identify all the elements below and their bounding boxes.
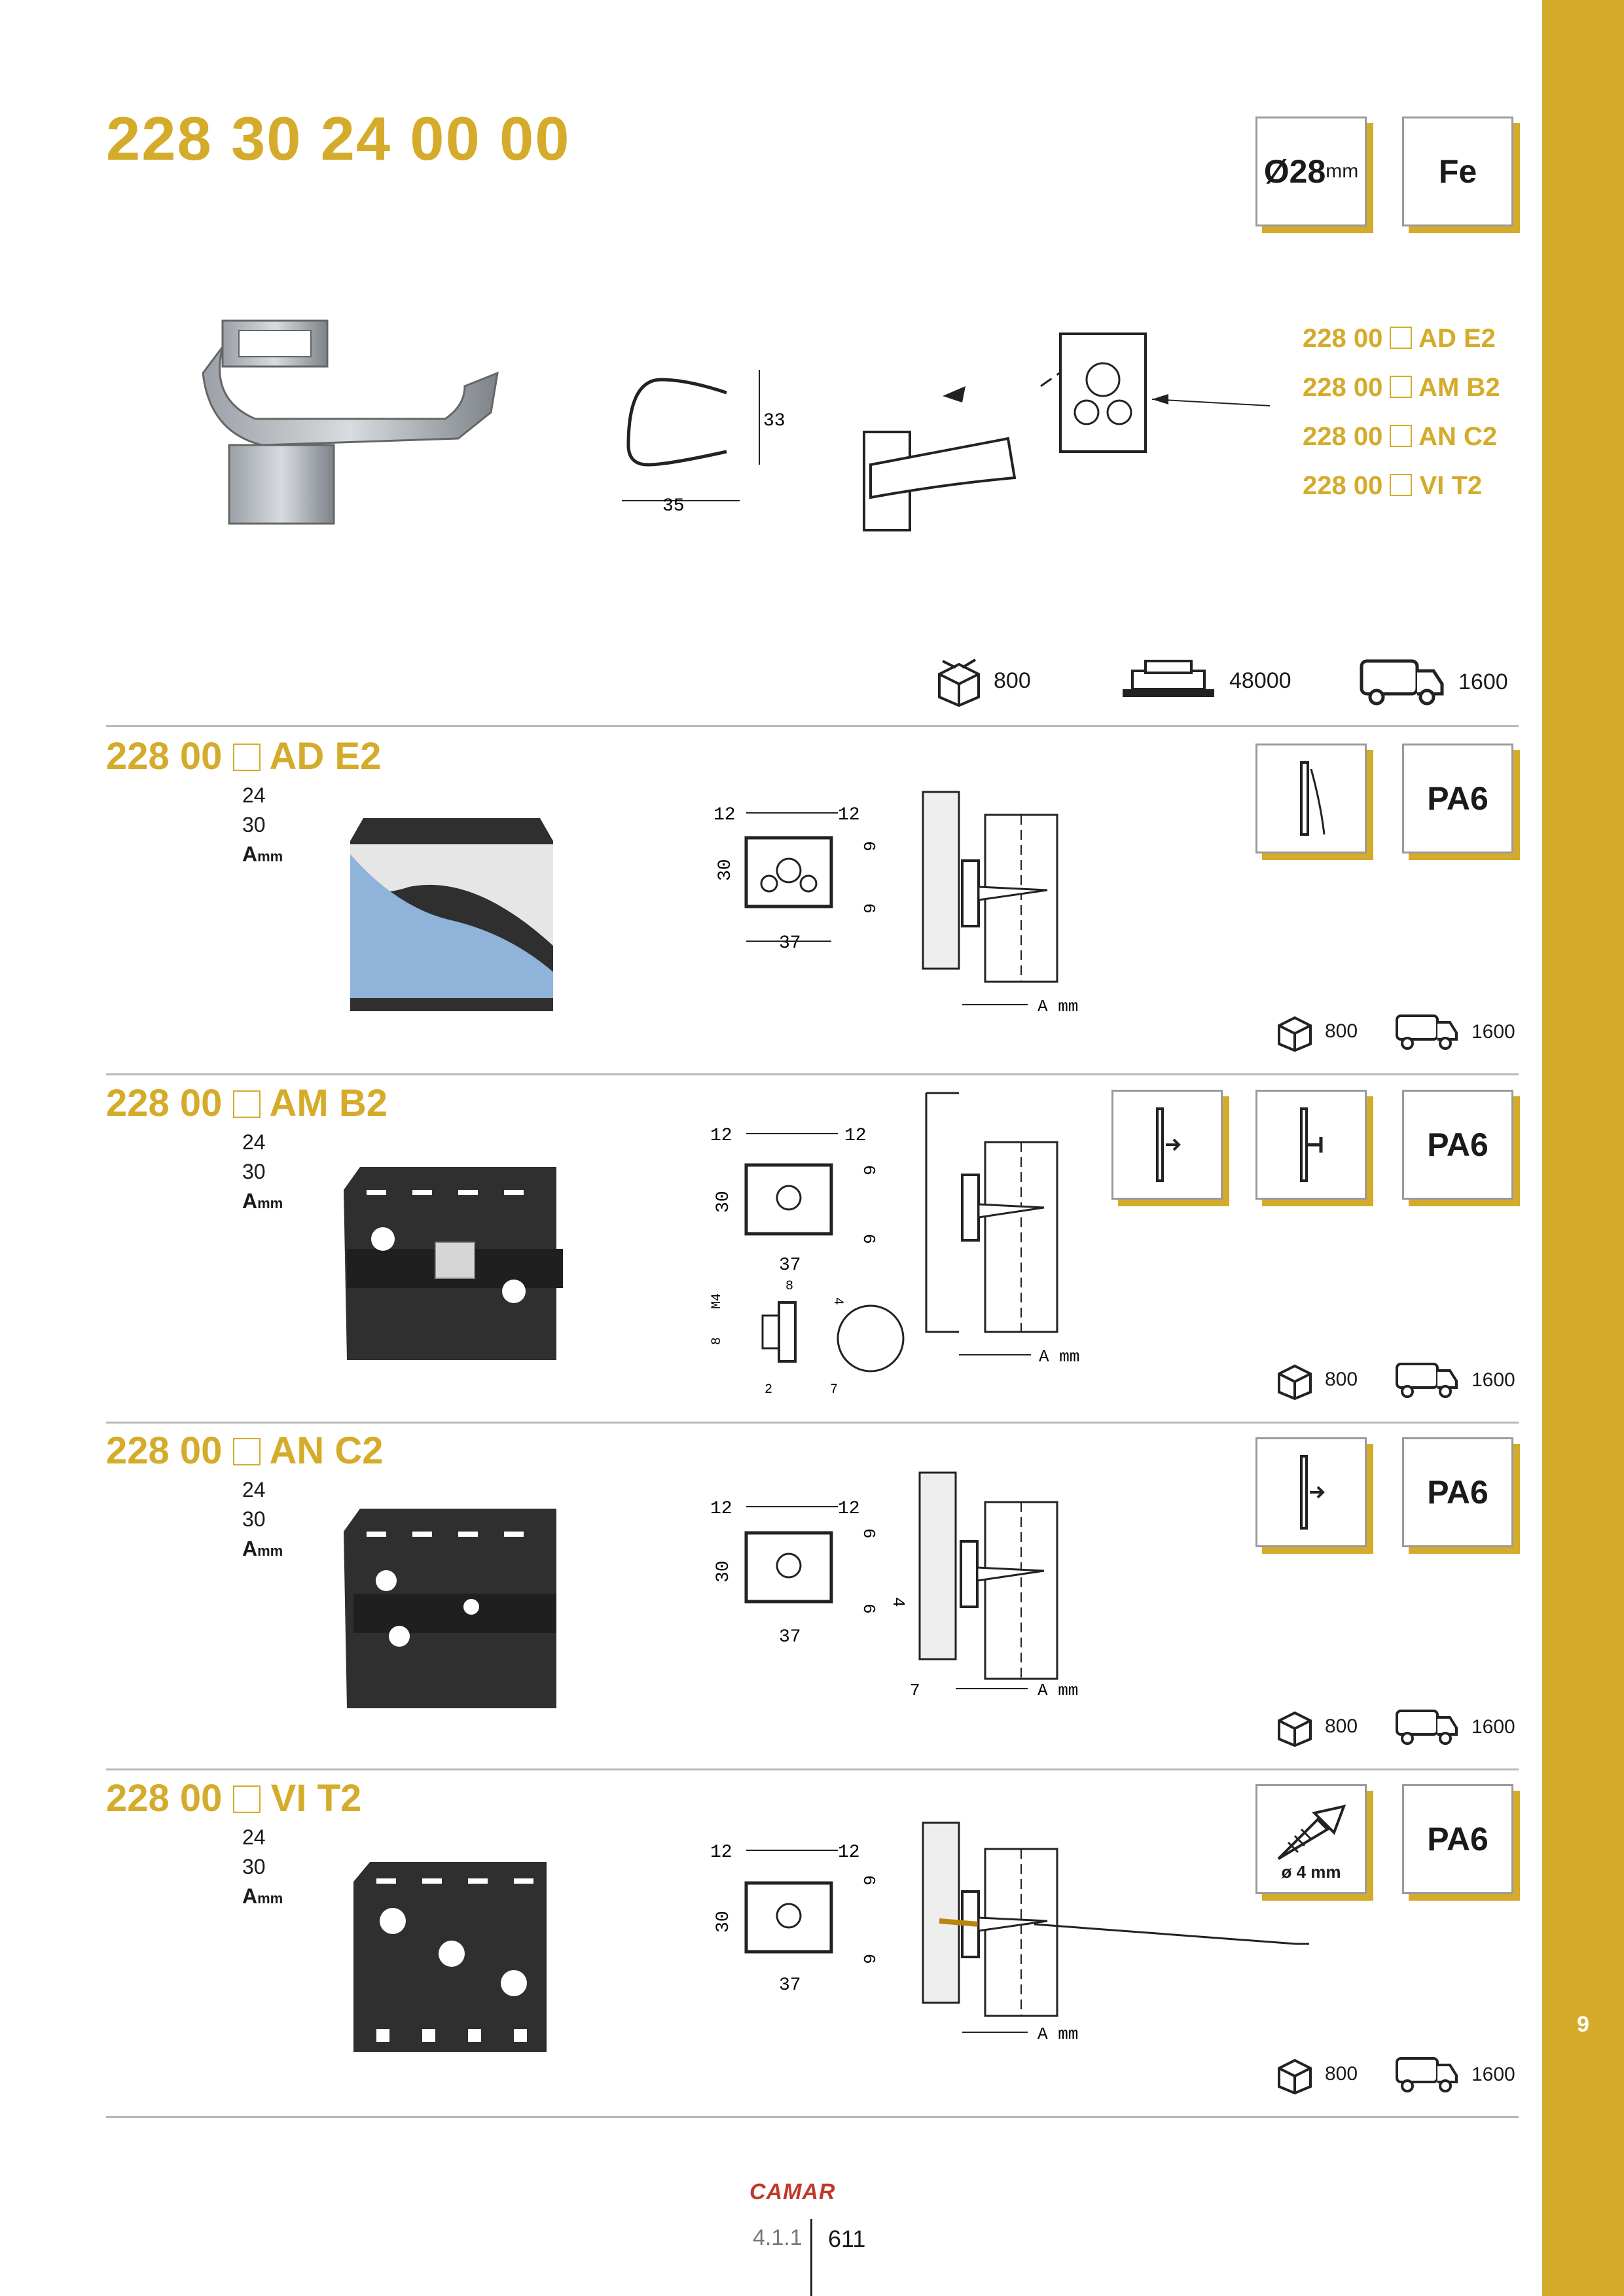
variant-ad-e2: 228 00 AD E2 <box>1303 324 1496 353</box>
box-icon <box>1276 1706 1313 1747</box>
sizes-ad-e2: 24 30 Amm <box>242 783 283 866</box>
clip-photo <box>183 308 524 530</box>
svg-text:2: 2 <box>765 1382 773 1397</box>
svg-text:M4: M4 <box>710 1293 725 1309</box>
ad-e2-front-drawing <box>707 805 890 969</box>
divider <box>106 1768 1519 1770</box>
svg-text:12: 12 <box>710 1126 732 1146</box>
an-c2-pack-truck: 1600 <box>1394 1708 1515 1746</box>
section-title-ad-e2: 228 00 AD E2 <box>106 735 382 778</box>
material-value: Fe <box>1438 153 1477 190</box>
truck-icon <box>1358 658 1447 707</box>
diameter-value: Ø28 <box>1263 153 1326 190</box>
svg-text:8: 8 <box>710 1336 725 1345</box>
svg-text:A mm: A mm <box>1038 997 1079 1016</box>
divider <box>106 1422 1519 1424</box>
pack-truck: 1600 <box>1358 658 1508 707</box>
chapter-tab <box>1542 0 1624 2296</box>
screw-size: ø 4 mm <box>1281 1861 1341 1882</box>
screw-mount-icon <box>1285 1105 1337 1184</box>
ad-e2-side-drawing <box>916 789 1132 1024</box>
pallet-icon <box>1119 658 1218 704</box>
svg-text:6: 6 <box>859 1604 878 1614</box>
variant-list <box>1303 314 1500 511</box>
adhesive-icon <box>1285 759 1337 838</box>
svg-text:12: 12 <box>713 805 736 825</box>
clip-width-dim: 35 <box>662 496 685 516</box>
an-c2-mount-badge <box>1255 1437 1367 1547</box>
section-number: 4.1.1 <box>753 2225 803 2250</box>
bolt-mount-icon <box>1141 1105 1193 1184</box>
ad-e2-pack-box: 800 <box>1276 1011 1358 1052</box>
box-icon <box>1276 1011 1313 1052</box>
svg-text:12: 12 <box>710 1499 732 1519</box>
svg-text:37: 37 <box>779 933 801 954</box>
truck-icon <box>1394 2056 1460 2094</box>
material-badge <box>1402 117 1513 226</box>
page-title: 228 30 24 00 00 <box>106 104 571 173</box>
divider <box>106 1073 1519 1075</box>
am-b2-photo <box>340 1164 563 1367</box>
an-c2-photo <box>340 1505 563 1715</box>
an-c2-side-drawing <box>903 1469 1132 1712</box>
vi-t2-pack-truck: 1600 <box>1394 2056 1515 2094</box>
svg-text:37: 37 <box>779 1975 801 1996</box>
svg-text:12: 12 <box>838 805 860 825</box>
svg-text:6: 6 <box>859 841 878 852</box>
svg-text:12: 12 <box>838 1499 860 1519</box>
svg-text:7: 7 <box>830 1382 839 1397</box>
svg-text:30: 30 <box>713 1560 734 1583</box>
pack-box: 800 <box>936 655 1031 707</box>
ad-e2-adhesive-badge <box>1255 744 1367 853</box>
svg-text:6: 6 <box>859 1875 878 1886</box>
vi-t2-front-drawing <box>707 1842 890 1996</box>
page-number: 611 <box>828 2225 866 2252</box>
svg-text:12: 12 <box>844 1126 867 1146</box>
truck-icon <box>1394 1013 1460 1051</box>
svg-text:A mm: A mm <box>1039 1347 1080 1367</box>
ad-e2-pack-truck: 1600 <box>1394 1013 1515 1051</box>
divider <box>106 2116 1519 2118</box>
footer-divider <box>810 2219 812 2296</box>
svg-text:A mm: A mm <box>1038 1681 1079 1700</box>
am-b2-pack-box: 800 <box>1276 1359 1358 1400</box>
diameter-badge <box>1255 117 1367 226</box>
brand-logo: CAMAR <box>749 2179 836 2204</box>
svg-text:30: 30 <box>713 1191 734 1213</box>
diameter-unit: mm <box>1326 160 1359 182</box>
svg-text:6: 6 <box>859 1234 878 1244</box>
clip-height-dim: 33 <box>763 411 785 431</box>
truck-icon <box>1394 1708 1460 1746</box>
am-b2-front-drawing <box>707 1126 890 1401</box>
an-c2-material-badge: PA6 <box>1402 1437 1513 1547</box>
screw-leader-line <box>1034 1898 1316 1957</box>
ad-e2-material-badge: PA6 <box>1402 744 1513 853</box>
clip-mount-icon <box>1285 1453 1337 1532</box>
vi-t2-material-badge: PA6 <box>1402 1784 1513 1894</box>
assembly-drawing <box>844 314 1290 537</box>
variant-vi-t2: 228 00 VI T2 <box>1303 471 1483 500</box>
chapter-number: 9 <box>1577 2012 1589 2037</box>
variant-am-b2: 228 00 AM B2 <box>1303 373 1500 402</box>
svg-text:6: 6 <box>859 1954 878 1964</box>
am-b2-screw-badge <box>1255 1090 1367 1200</box>
section-title-vi-t2: 228 00 VI T2 <box>106 1777 362 1820</box>
truck-icon <box>1394 1361 1460 1399</box>
vi-t2-screw-badge <box>1255 1784 1367 1894</box>
an-c2-pack-box: 800 <box>1276 1706 1358 1747</box>
svg-text:12: 12 <box>838 1842 860 1863</box>
screw-icon <box>1272 1797 1350 1862</box>
variant-an-c2: 228 00 AN C2 <box>1303 422 1498 451</box>
svg-text:6: 6 <box>859 903 878 914</box>
sizes-an-c2: 24 30 Amm <box>242 1478 283 1560</box>
am-b2-material-badge: PA6 <box>1402 1090 1513 1200</box>
am-b2-side-drawing <box>913 1090 1136 1371</box>
svg-text:37: 37 <box>779 1627 801 1647</box>
section-title-am-b2: 228 00 AM B2 <box>106 1082 388 1124</box>
svg-text:4: 4 <box>830 1297 845 1306</box>
clip-dimension-drawing <box>609 353 785 524</box>
am-b2-bolt-badge <box>1111 1090 1223 1200</box>
svg-text:30: 30 <box>713 1910 734 1933</box>
svg-text:6: 6 <box>859 1165 878 1175</box>
box-icon <box>1276 2054 1313 2094</box>
ad-e2-photo <box>344 815 560 1014</box>
svg-text:12: 12 <box>710 1842 732 1863</box>
svg-text:30: 30 <box>715 859 736 881</box>
an-c2-front-drawing <box>707 1499 908 1649</box>
box-icon <box>1276 1359 1313 1400</box>
box-icon <box>936 655 982 707</box>
svg-text:A mm: A mm <box>1038 2024 1079 2044</box>
svg-text:8: 8 <box>785 1279 794 1294</box>
svg-text:6: 6 <box>859 1528 878 1539</box>
vi-t2-photo <box>350 1859 553 2055</box>
sizes-vi-t2: 24 30 Amm <box>242 1825 283 1908</box>
vi-t2-pack-box: 800 <box>1276 2054 1358 2094</box>
svg-text:37: 37 <box>779 1255 801 1276</box>
svg-text:7: 7 <box>910 1681 920 1700</box>
sizes-am-b2: 24 30 Amm <box>242 1130 283 1213</box>
section-title-an-c2: 228 00 AN C2 <box>106 1429 384 1472</box>
am-b2-pack-truck: 1600 <box>1394 1361 1515 1399</box>
svg-text:4: 4 <box>888 1597 908 1607</box>
pack-pallet: 48000 <box>1119 658 1291 704</box>
divider <box>106 725 1519 727</box>
